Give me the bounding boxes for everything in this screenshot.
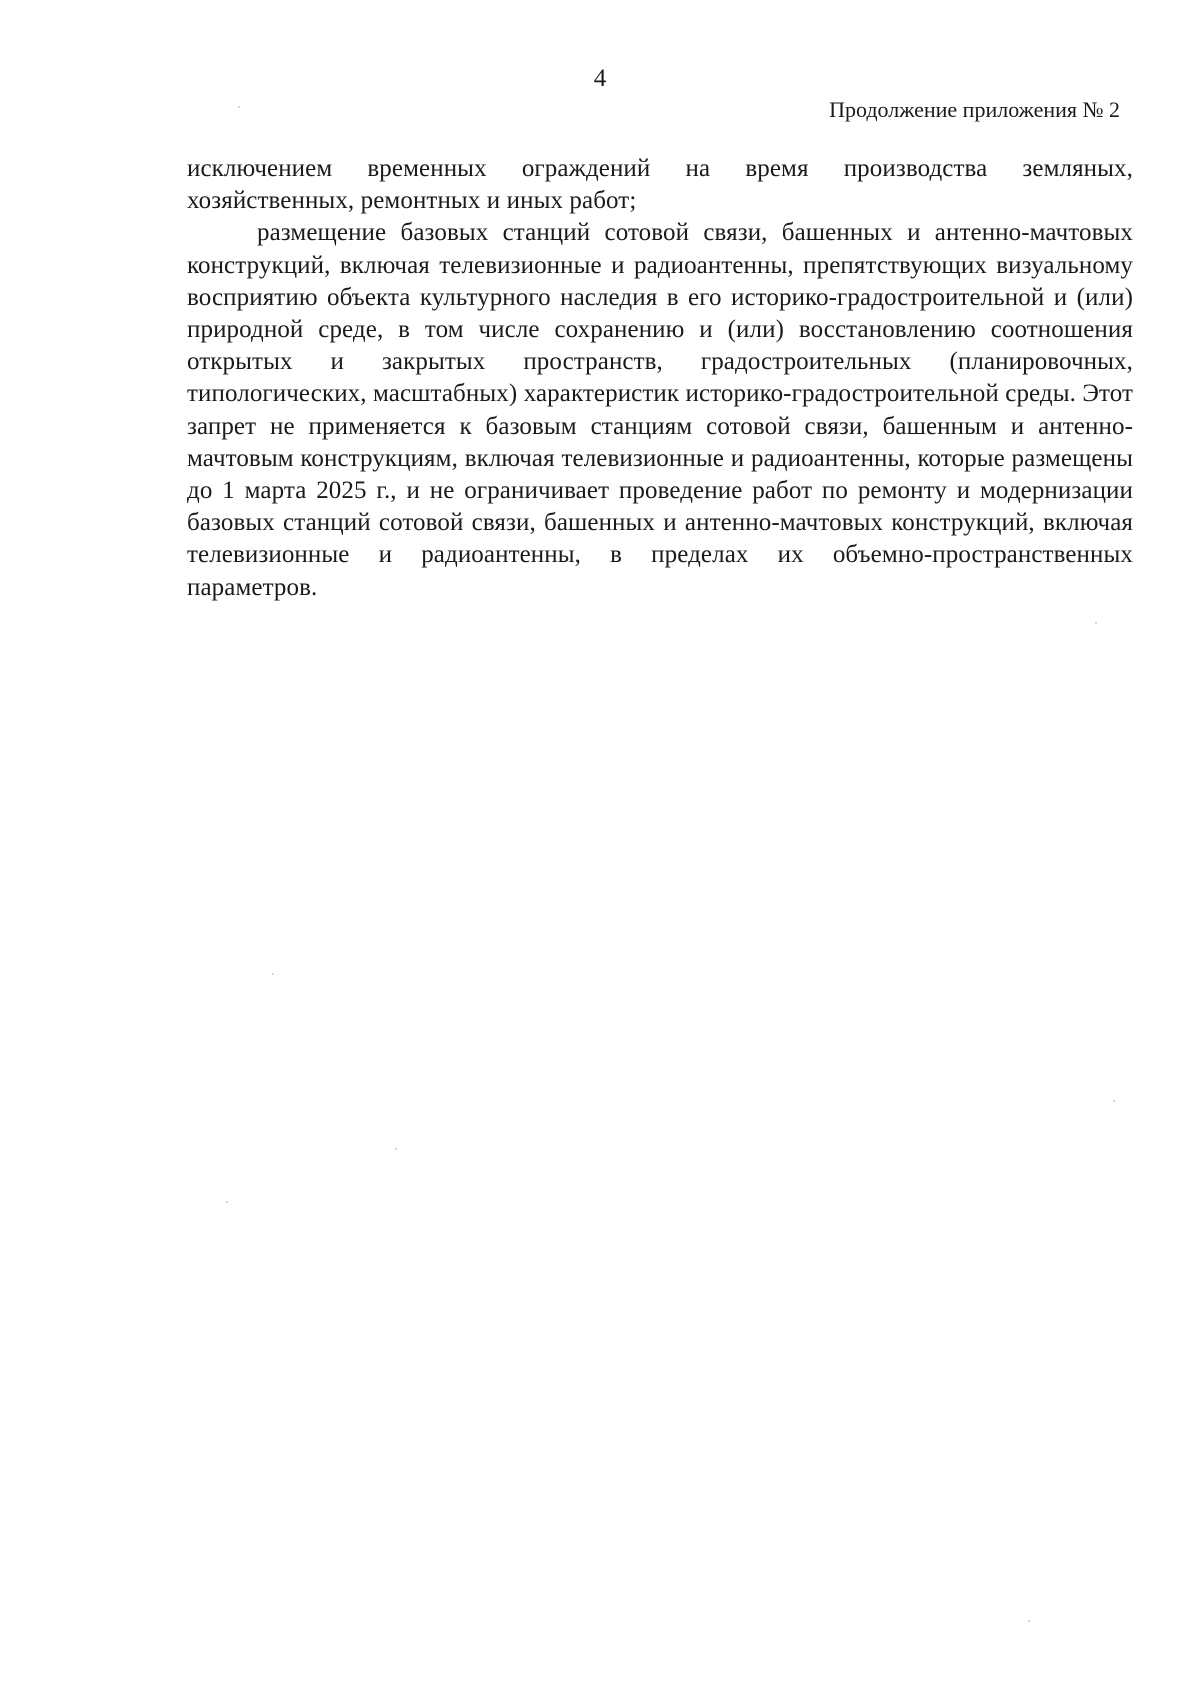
document-body — [187, 153, 1133, 604]
scan-speck — [1113, 1100, 1115, 1102]
page-number: 4 — [593, 65, 607, 92]
paragraph-continuation: исключением временных ограждений на время производства земляных, хозяйственных, ремонтных и иных работ; — [187, 155, 1133, 215]
scan-speck — [272, 973, 274, 975]
scan-speck — [1028, 1620, 1030, 1622]
scan-speck — [1095, 622, 1097, 624]
paragraph-base-stations: размещение базовых станций сотовой связи, башенных и антенно-мачтовых конструкций, включая телевизионные и радиоантенны, препятствующих визуальному восприятию объекта культурного наследия в его историко-градостроительной и (или) природной среде, в том числе сохранению и (или) восстановлению соотношения открытых и закрытых пространств, градостроительных (планировочных, типологических, масштабных) характеристик историко-градостроительной среды. Этот запрет не применяется к базовым станциям сотовой связи, башенным и антенно-мачтовым конструкциям, включая телевизионные и радиоантенны, которые размещены до 1 марта 2025 г., и не ограничивает проведение работ по ремонту и модернизации базовых станций сотовой связи, башенных и антенно-мачтовых конструкций, включая телевизионные и радиоантенны, в пределах их объемно-пространственных параметров. — [187, 219, 1133, 601]
scan-speck — [238, 106, 240, 108]
scan-speck — [226, 1201, 228, 1203]
appendix-continuation-note: Продолжение приложения № 2 — [829, 97, 1120, 122]
scan-speck — [395, 1148, 397, 1150]
